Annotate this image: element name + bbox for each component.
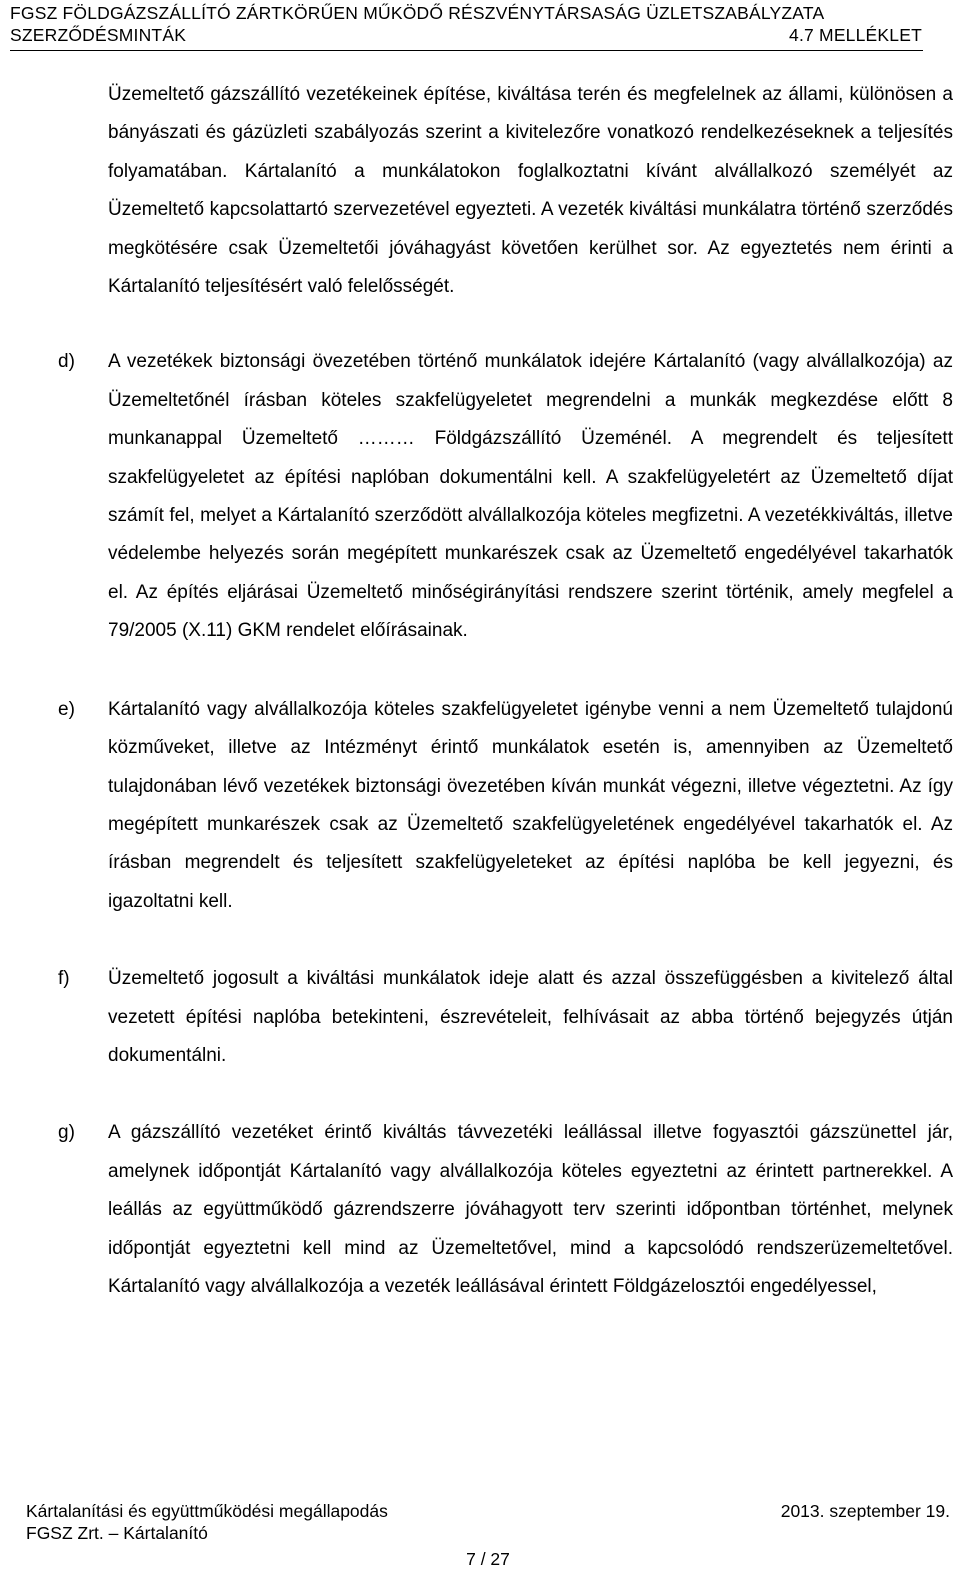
page-number: 7 / 27: [466, 1549, 510, 1569]
footer-company-row: [26, 1522, 950, 1544]
paragraph-g-label: g): [58, 1122, 75, 1144]
paragraph-f-text: Üzemeltető jogosult a kiváltási munkálatok ideje alatt és azzal összefüggésben a kivitelező által vezetett építési naplóba betekinteni, észrevételeit, felhívásait az abba történő bejegyzés útján dokumentálni.: [108, 968, 953, 1066]
header-title-row: [10, 2, 922, 24]
page-footer: [26, 1500, 950, 1544]
header-divider: [10, 50, 923, 51]
page-header: [10, 2, 922, 46]
paragraph-d-text: A vezetékek biztonsági övezetében történő munkálatok idejére Kártalanító (vagy alvállalkozója) az Üzemeltetőnél írásban köteles szakfelügyeletet megrendelni a munkák megkezdése előtt 8 munkanappal Üzemeltető ……… Földgázszállító Üzeménél. A megrendelt és teljesített szakfelügyeletet az építési naplóban dokumentálni kell. A szakfelügyeletért az Üzemeltető díjat számít fel, melyet a Kártalanító szerződött alvállalkozója köteles megfizetni. A vezetékkiváltás, illetve védelembe helyezés során megépített munkarészek csak az Üzemeltető engedélyével takarhatók el. Az építés eljárásai Üzemeltető minőségirányítási rendszere szerint történik, amely megfelel a 79/2005 (X.11) GKM rendelet előírásainak.: [108, 351, 953, 642]
footer-date: 2013. szeptember 19.: [780, 1501, 950, 1521]
paragraph-d: [0, 343, 960, 650]
paragraph-d-label: d): [58, 351, 75, 373]
paragraph-lead: [108, 76, 953, 306]
header-annex: 4.7 MELLÉKLET: [789, 25, 922, 45]
paragraph-e: [0, 691, 960, 921]
footer-company: FGSZ Zrt. – Kártalanító: [26, 1523, 208, 1543]
paragraph-g: [0, 1114, 960, 1306]
paragraph-g-text: A gázszállító vezetéket érintő kiváltás távvezetéki leállással illetve fogyasztói gázszünettel jár, amelynek időpontját Kártalanító vagy alvállalkozója köteles egyeztetni az érintett partnerekkel. A leállás az együttműködő gázrendszerre jóváhagyott terv szerinti időpontban történhet, melynek időpontját egyeztetni kell mind az Üzemeltetővel, mind a kapcsolódó rendszerüzemeltetővel. Kártalanító vagy alvállalkozója a vezeték leállásával érintett Földgázelosztói engedélyessel,: [108, 1122, 953, 1297]
header-title: FGSZ FÖLDGÁZSZÁLLÍTÓ ZÁRTKÖRŰEN MŰKÖDŐ RÉSZVÉNYTÁRSASÁG ÜZLETSZABÁLYZATA: [10, 3, 825, 23]
paragraph-e-text: Kártalanító vagy alvállalkozója köteles szakfelügyeletet igénybe venni a nem Üzemeltető tulajdonú közműveket, illetve az Intézményt érintő munkálatok esetén is, amennyiben az Üzemeltető tulajdonában lévő vezetékek biztonsági övezetében kíván munkát végezni, illetve végeztetni. Az így megépített munkarészek csak az Üzemeltető szakfelügyeletének engedélyével takarhatók el. Az írásban megrendelt és teljesített szakfelügyeleteket az építési naplóba be kell jegyezni, és igazoltatni kell.: [108, 698, 953, 912]
footer-row: [26, 1500, 950, 1522]
footer-agreement: Kártalanítási és együttműködési megállapodás: [26, 1501, 388, 1521]
header-section: SZERZŐDÉSMINTÁK: [10, 25, 187, 45]
paragraph-e-label: e): [58, 698, 75, 720]
document-body: [0, 76, 960, 1306]
header-subtitle-row: [10, 24, 922, 46]
paragraph-f: [0, 960, 960, 1075]
paragraph-f-label: f): [58, 968, 70, 990]
paragraph-lead-text: Üzemeltető gázszállító vezetékeinek építése, kiváltása terén és megfelelnek az állami, különösen a bányászati és gázüzleti szabályozás szerint a kivitelezőre vonatkozó rendelkezéseknek a teljesítés folyamatában. Kártalanító a munkálatokon foglalkoztatni kívánt alvállalkozó személyét az Üzemeltető kapcsolattartó szervezetével egyezteti. A vezeték kiváltási munkálatra történő szerződés megkötésére csak Üzemeltetői jóváhagyást követően kerülhet sor. Az egyeztetés nem érinti a Kártalanító teljesítésért való felelősségét.: [108, 84, 953, 298]
